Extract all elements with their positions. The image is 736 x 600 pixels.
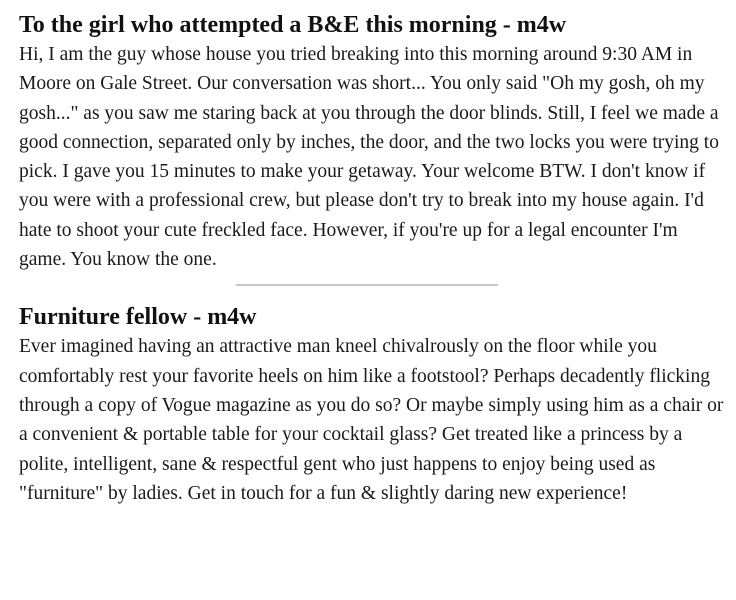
post-title: To the girl who attempted a B&E this morning - m4w (19, 12, 567, 38)
post-title: Furniture fellow - m4w (19, 304, 257, 331)
post-body: Ever imagined having an attractive man kneel chivalrously on the floor while you comfortably rest your favorite heels on him like a footstool? Perhaps decadently flicking through a copy of Vogue magazine as you do so? Or maybe simply using him as a chair or a convenient & portable table for your cocktail glass? Get treated like a princess by a polite, intelligent, sane & respectful gent who just happens to enjoy being used as "furniture" by ladies. Get in touch for a fun & slightly daring new experience! (19, 336, 724, 504)
post-break-and-enter (19, 10, 725, 274)
post-body: Hi, I am the guy whose house you tried breaking into this morning around 9:30 AM in Moore on Gale Street. Our conversation was short... You only said "Oh my gosh, oh my gosh..." as you saw me staring back at you through the door blinds. Still, I feel we made a good connection, separated only by inches, the door, and the two locks you were trying to pick. I gave you 15 minutes to make your getaway. Your welcome BTW. I don't know if you were with a professional crew, but please don't try to break into my house again. I'd hate to shoot your cute freckled face. However, if you're up for a legal encounter I'm game. You know the one. (19, 44, 719, 271)
post-divider (236, 284, 498, 286)
post-furniture-fellow (19, 302, 725, 508)
personals-page (19, 10, 725, 508)
